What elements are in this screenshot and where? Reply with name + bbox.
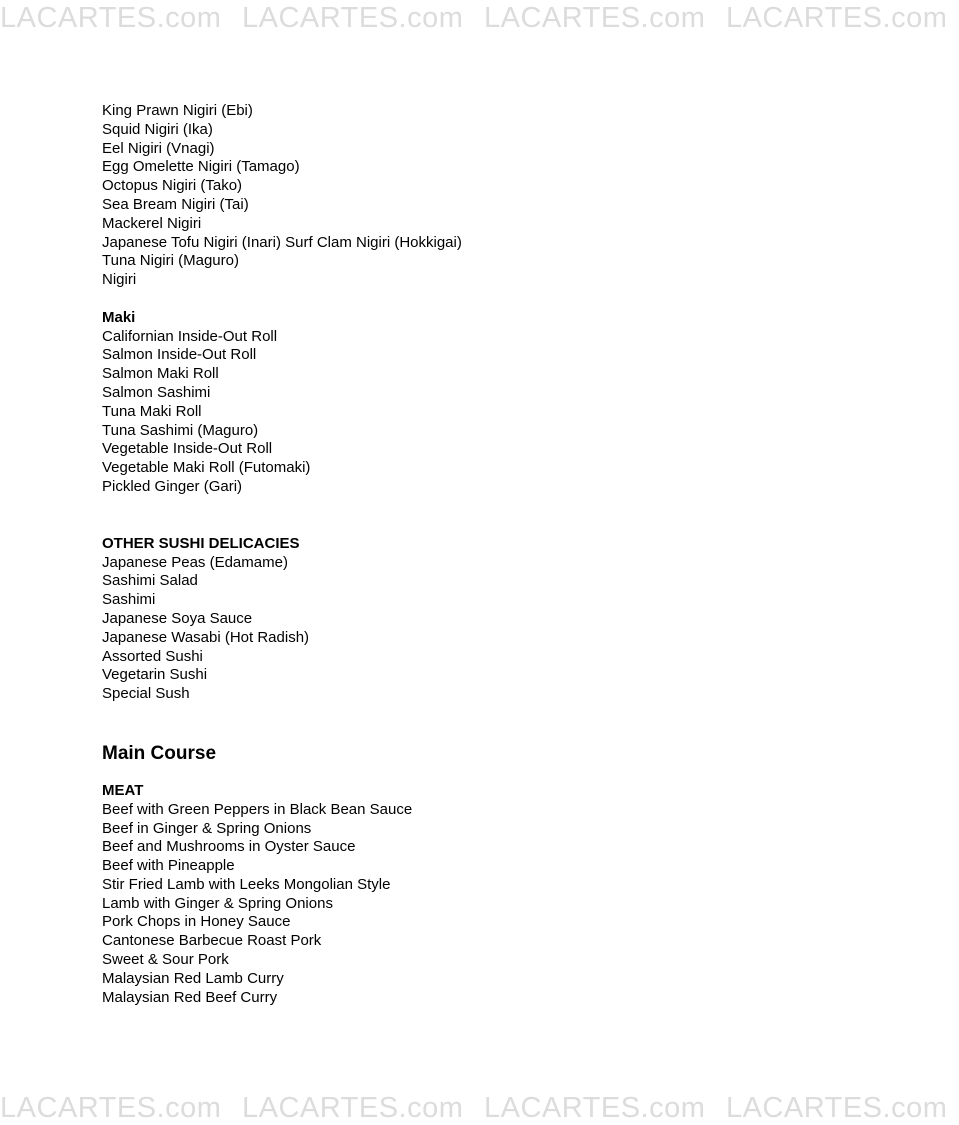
menu-item: King Prawn Nigiri (Ebi) xyxy=(102,102,253,119)
menu-item: Squid Nigiri (Ika) xyxy=(102,120,213,138)
main-course-heading: Main Course xyxy=(102,742,217,764)
menu-item: Malaysian Red Lamb Curry xyxy=(102,969,284,987)
watermark-text: LACARTES.com xyxy=(0,1092,222,1124)
section-title-meat: MEAT xyxy=(102,781,144,799)
spacer xyxy=(102,704,842,742)
watermark-text: LACARTES.com xyxy=(241,2,464,34)
menu-item: Californian Inside-Out Roll xyxy=(102,327,278,345)
menu-item: Beef with Green Peppers in Black Bean Sauce xyxy=(102,800,413,818)
watermark-text: LACARTES.com xyxy=(0,2,222,34)
menu-item: Tuna Nigiri (Maguro) xyxy=(102,252,239,270)
menu-item: Malaysian Red Beef Curry xyxy=(102,988,278,1006)
watermark-text: LACARTES.com xyxy=(241,1092,464,1124)
menu-item: Tuna Maki Roll xyxy=(102,402,202,420)
menu-item: Sashimi Salad xyxy=(102,572,198,590)
menu-item: Vegetable Maki Roll (Futomaki) xyxy=(102,459,311,477)
section-title-maki: Maki xyxy=(102,308,136,326)
menu-item: Beef with Pineapple xyxy=(102,857,235,875)
menu-item: Vegetarin Sushi xyxy=(102,666,208,684)
menu-item: Salmon Maki Roll xyxy=(102,365,219,383)
watermark-top xyxy=(0,2,948,34)
watermark-text: LACARTES.com xyxy=(725,1092,948,1124)
menu-item: Beef in Ginger & Spring Onions xyxy=(102,819,312,837)
menu-item: Pork Chops in Honey Sauce xyxy=(102,913,291,931)
menu-content xyxy=(102,102,842,1007)
menu-item: Eel Nigiri (Vnagi) xyxy=(102,139,215,157)
menu-item: Lamb with Ginger & Spring Onions xyxy=(102,894,333,912)
menu-item: Tuna Sashimi (Maguro) xyxy=(102,421,259,439)
menu-item: Japanese Tofu Nigiri (Inari) Surf Clam Nigiri (Hokkigai) xyxy=(102,233,462,251)
menu-item: Sashimi xyxy=(102,591,156,609)
menu-item: Japanese Wasabi (Hot Radish) xyxy=(102,628,310,646)
menu-item: Stir Fried Lamb with Leeks Mongolian Style xyxy=(102,875,391,893)
menu-item: Japanese Soya Sauce xyxy=(102,609,253,627)
menu-item: Vegetable Inside-Out Roll xyxy=(102,440,273,458)
nigiri-list xyxy=(102,102,842,290)
menu-item: Japanese Peas (Edamame) xyxy=(102,553,288,571)
menu-item: Sweet & Sour Pork xyxy=(102,951,229,969)
menu-item: Nigiri xyxy=(102,271,137,289)
menu-item: Sea Bream Nigiri (Tai) xyxy=(102,195,249,213)
menu-item: Salmon Sashimi xyxy=(102,383,211,401)
menu-item: Beef and Mushrooms in Oyster Sauce xyxy=(102,838,356,856)
watermark-text: LACARTES.com xyxy=(483,1092,706,1124)
watermark-bottom xyxy=(0,1092,948,1124)
watermark-text: LACARTES.com xyxy=(483,2,706,34)
menu-item: Assorted Sushi xyxy=(102,647,203,665)
spacer xyxy=(102,497,842,535)
other-sushi-section xyxy=(102,535,842,704)
menu-item: Egg Omelette Nigiri (Tamago) xyxy=(102,158,300,176)
section-title-other-sushi: OTHER SUSHI DELICACIES xyxy=(102,534,300,552)
spacer xyxy=(102,766,842,782)
menu-item: Special Sush xyxy=(102,685,190,703)
maki-section xyxy=(102,309,842,497)
menu-item: Octopus Nigiri (Tako) xyxy=(102,177,243,195)
spacer xyxy=(102,290,842,309)
watermark-text: LACARTES.com xyxy=(725,2,948,34)
menu-item: Pickled Ginger (Gari) xyxy=(102,477,243,495)
menu-item: Mackerel Nigiri xyxy=(102,214,202,232)
main-course-section xyxy=(102,742,842,1008)
menu-item: Cantonese Barbecue Roast Pork xyxy=(102,932,322,950)
menu-item: Salmon Inside-Out Roll xyxy=(102,346,257,364)
